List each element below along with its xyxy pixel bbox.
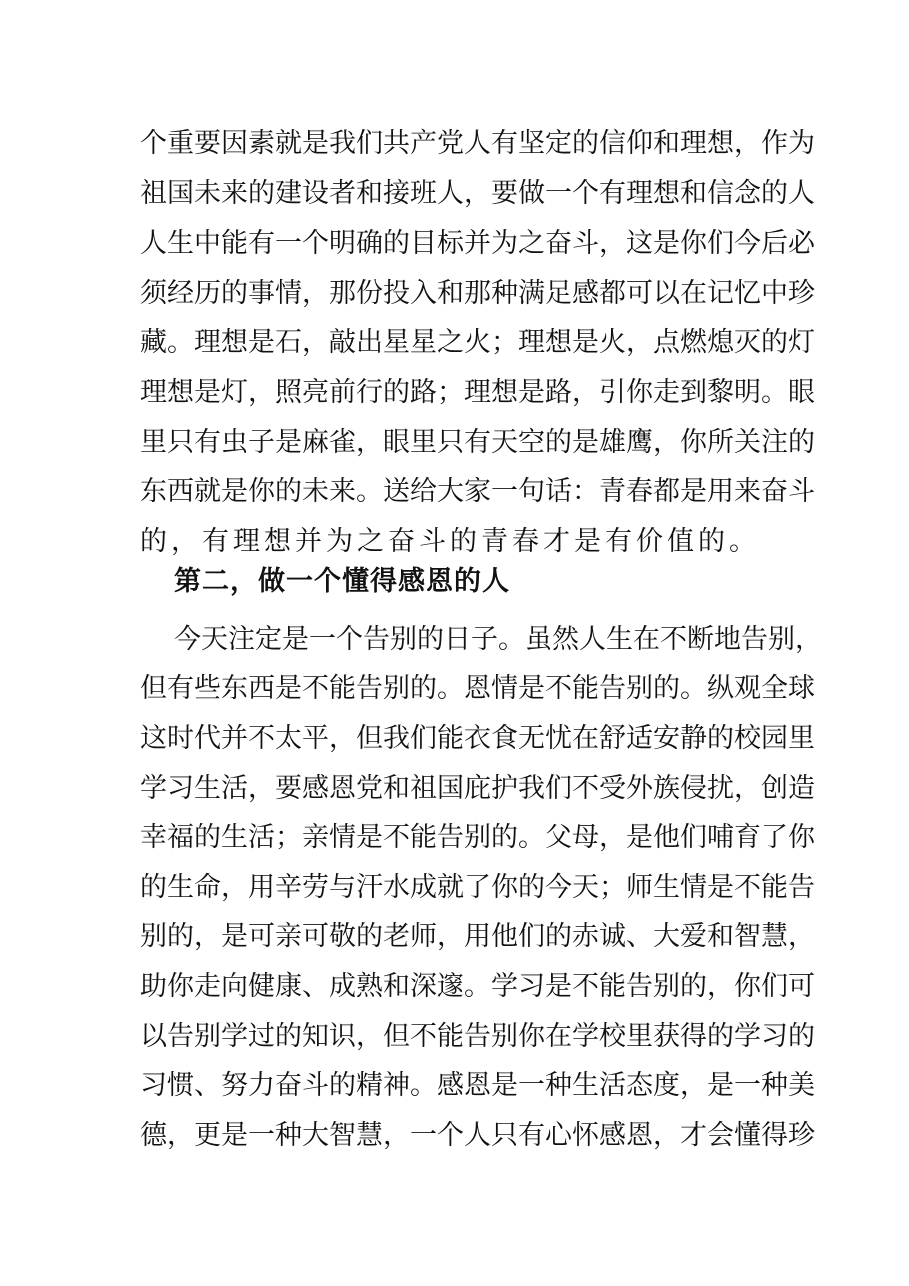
- text-line: 以告别学过的知识，但不能告别你在学校里获得的学习的: [140, 1021, 815, 1052]
- text-line: 学习生活，要感恩党和祖国庇护我们不受外族侵扰，创造: [140, 773, 815, 804]
- text-line: 这时代并不太平，但我们能衣食无忧在舒适安静的校园里: [140, 723, 815, 754]
- text-line: 里只有虫子是麻雀，眼里只有天空的是雄鹰，你所关注的: [140, 427, 815, 458]
- text-line: 理想是灯，照亮前行的路；理想是路，引你走到黎明。眼: [140, 377, 815, 408]
- text-line: 德，更是一种大智慧，一个人只有心怀感恩，才会懂得珍: [140, 1120, 815, 1151]
- text-line: 今天注定是一个告别的日子。虽然人生在不断地告别，: [174, 624, 822, 655]
- text-line: 藏。理想是石，敲出星星之火；理想是火，点燃熄灭的灯: [140, 327, 815, 358]
- text-line: 助你走向健康、成熟和深邃。学习是不能告别的，你们可: [140, 971, 815, 1002]
- text-line: 别的，是可亲可敬的老师，用他们的赤诚、大爱和智慧，: [140, 921, 815, 952]
- section-heading: 第二，做一个懂得感恩的人: [174, 566, 510, 597]
- text-line: 的生命，用辛劳与汗水成就了你的今天；师生情是不能告: [140, 872, 815, 903]
- text-line: 习惯、努力奋斗的精神。感恩是一种生活态度，是一种美: [140, 1070, 815, 1101]
- text-line: 人生中能有一个明确的目标并为之奋斗，这是你们今后必: [140, 228, 815, 259]
- text-line: 祖国未来的建设者和接班人，要做一个有理想和信念的人: [140, 178, 815, 209]
- text-line: 个重要因素就是我们共产党人有坚定的信仰和理想，作为: [140, 128, 815, 159]
- text-line: 但有些东西是不能告别的。恩情是不能告别的。纵观全球: [140, 673, 815, 704]
- text-line: 的，有理想并为之奋斗的青春才是有价值的。: [140, 526, 760, 557]
- text-line: 幸福的生活；亲情是不能告别的。父母，是他们哺育了你: [140, 822, 815, 853]
- text-line: 东西就是你的未来。送给大家一句话：青春都是用来奋斗: [140, 476, 815, 507]
- text-line: 须经历的事情，那份投入和那种满足感都可以在记忆中珍: [140, 278, 815, 309]
